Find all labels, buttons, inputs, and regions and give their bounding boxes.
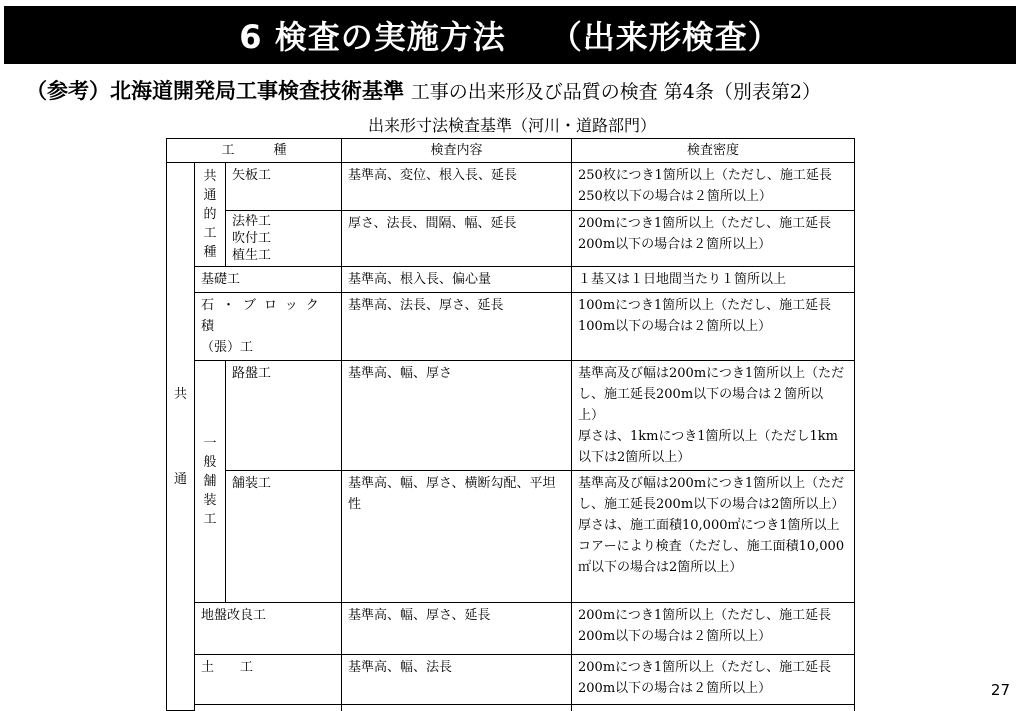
slide-title-sub: （出来形検査） (549, 18, 781, 56)
page-number: 27 (990, 681, 1010, 699)
row-hoso-content: 基準高、幅、厚さ、横断勾配、平坦性 (342, 471, 572, 603)
row-hoso-name: 舗装工 (226, 471, 342, 603)
row-jiban-density: 200mにつき1箇所以上（ただし、施工延長200m以下の場合は２箇所以上） (572, 603, 855, 655)
group-common: 共 通 (167, 163, 195, 711)
table-row (167, 163, 855, 211)
table-row (167, 471, 855, 603)
table-title: 出来形寸法検査基準（河川・道路部門） (367, 116, 656, 135)
row-nori-density: 200mにつき1箇所以上（ただし、施工延長200m以下の場合は２箇所以上） (572, 211, 855, 267)
row-yaita-density: 250枚につき1箇所以上（ただし、施工延長250枚以下の場合は２箇所以上） (572, 163, 855, 211)
header-density: 検査密度 (572, 139, 855, 163)
row-kiso-name: 基礎工 (195, 267, 342, 293)
table-row (167, 211, 855, 267)
group-general-paving: 一 般 舗 装 工 (195, 361, 226, 603)
table-row-continuation (167, 705, 855, 711)
table-row (167, 361, 855, 471)
row-yaita-name: 矢板工 (226, 163, 342, 211)
row-doko-name: 土 工 (195, 655, 342, 705)
row-yaita-content: 基準高、変位、根入長、延長 (342, 163, 572, 211)
header-content: 検査内容 (342, 139, 572, 163)
table-row (167, 603, 855, 655)
table-row (167, 655, 855, 705)
row-robanko-content: 基準高、幅、厚さ (342, 361, 572, 471)
reference-article: 工事の出来形及び品質の検査 第4条（別表第2） (410, 81, 821, 103)
row-hoso-density: 基準高及び幅は200mにつき1箇所以上（ただし、施工延長200m以下の場合は2箇所以上）厚さは、施工面積10,000㎡につき1箇所以上コアーにより検査（ただし、施工面積10,000㎡以下の場合は2箇所以上） (572, 471, 855, 603)
table-row (167, 267, 855, 293)
row-doko-content: 基準高、幅、法長 (342, 655, 572, 705)
row-nori-name: 法枠工 吹付工 植生工 (226, 211, 342, 267)
row-nori-content: 厚さ、法長、間隔、幅、延長 (342, 211, 572, 267)
inspection-standard-table (166, 138, 855, 711)
row-ishi-density: 100mにつき1箇所以上（ただし、施工延長100m以下の場合は２箇所以上） (572, 293, 855, 361)
row-ishi-content: 基準高、法長、厚さ、延長 (342, 293, 572, 361)
group-common-work-types: 共 通 的 工 種 (195, 163, 226, 267)
row-jiban-content: 基準高、幅、厚さ、延長 (342, 603, 572, 655)
header-type: 工 種 (167, 139, 342, 163)
table-row (167, 293, 855, 361)
row-kiso-density: １基又は１日地間当たり１箇所以上 (572, 267, 855, 293)
row-robanko-density: 基準高及び幅は200mにつき1箇所以上（ただし、施工延長200m以下の場合は２箇所以上） 厚さは、1kmにつき1箇所以上（ただし1km以下は2箇所以上） (572, 361, 855, 471)
reference-line (26, 75, 821, 105)
row-jiban-name: 地盤改良工 (195, 603, 342, 655)
slide-title-bar (4, 6, 1016, 64)
row-kiso-content: 基準高、根入長、偏心量 (342, 267, 572, 293)
row-robanko-name: 路盤工 (226, 361, 342, 471)
row-doko-density: 200mにつき1箇所以上（ただし、施工延長200m以下の場合は２箇所以上） (572, 655, 855, 705)
table-header-row (167, 139, 855, 163)
reference-standard: （参考）北海道開発局工事検査技術基準 (26, 79, 404, 103)
slide-title: 6 検査の実施方法 (239, 18, 506, 56)
row-ishi-name: 石・ブロック積 （張）工 (195, 293, 342, 361)
